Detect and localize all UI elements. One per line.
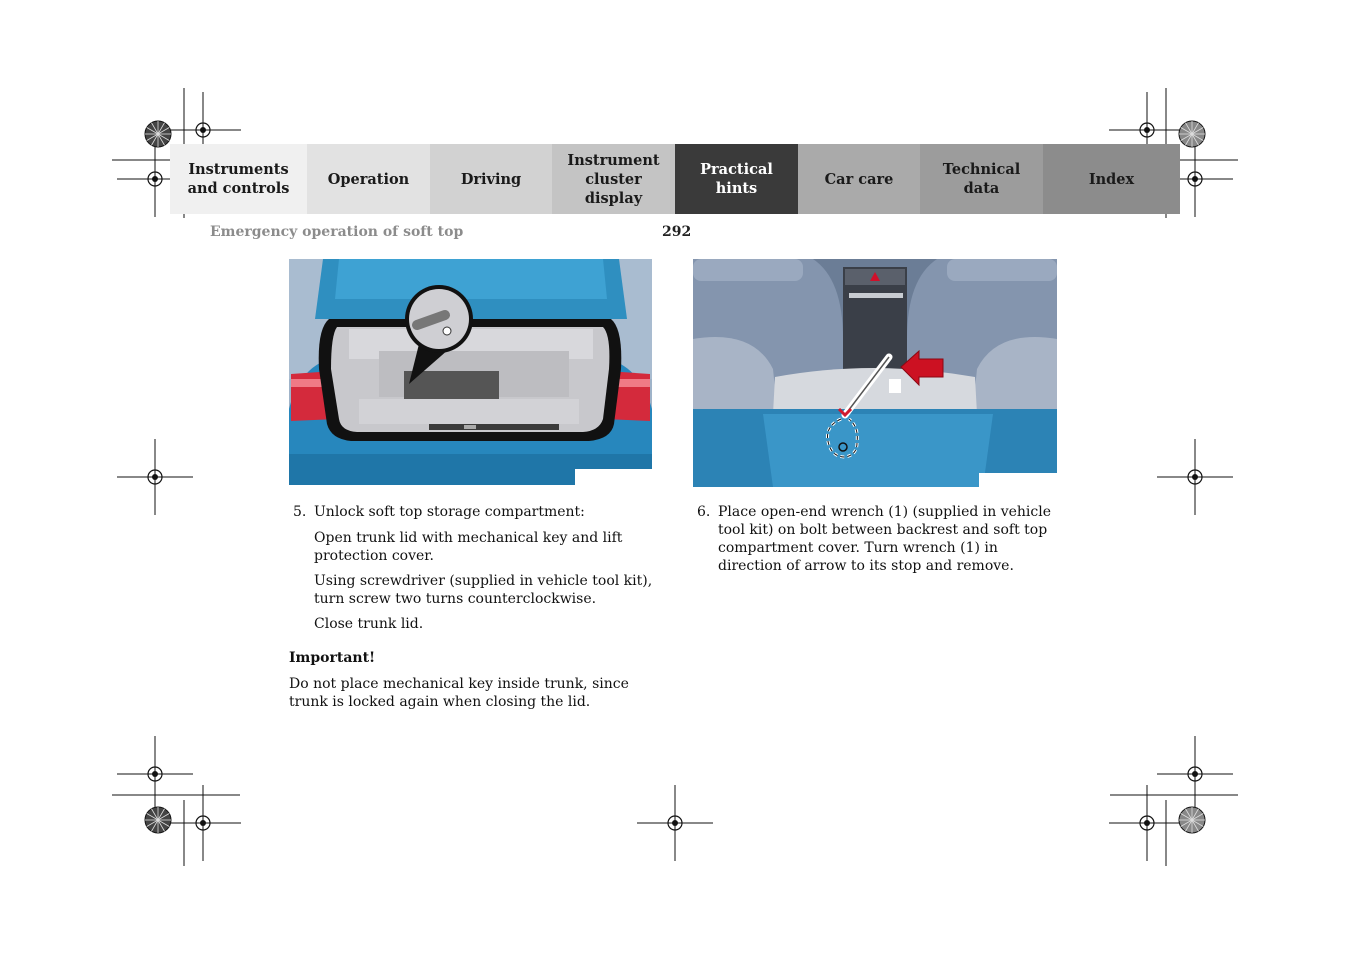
chapter-tab-label-line: Index <box>1088 170 1135 188</box>
step-6-number: 6. <box>697 504 711 520</box>
step-5-title: Unlock soft top storage compartment: <box>314 504 585 520</box>
step-6-text: Place open-end wrench (1) (supplied in vehicle tool kit) on bolt between backrest and soft top compartment cover. Turn wrench (1) in direction of arrow to its stop and remove. <box>718 504 1051 574</box>
chapter-tab-label-line: Instrument <box>567 151 660 169</box>
step-5-number: 5. <box>293 504 307 520</box>
chapter-tab-label-line: Practical hints <box>700 161 773 197</box>
chapter-tab-index[interactable] <box>1043 144 1180 214</box>
important-heading: Important! <box>289 650 376 666</box>
wrench-on-soft-top-cover-illustration <box>693 259 1057 487</box>
step-5 <box>289 503 659 633</box>
chapter-tab-label <box>328 170 409 189</box>
right-column-text <box>693 503 1059 582</box>
step-5-sub-3: Close trunk lid. <box>314 616 424 632</box>
crosshair-mark <box>637 785 713 861</box>
step-5-sub-1: Open trunk lid with mechanical key and lift protection cover. <box>314 530 623 564</box>
chapter-tab-technical-data[interactable] <box>920 144 1043 214</box>
page-number: 292 <box>662 224 692 240</box>
chapter-tab-label <box>1089 170 1134 189</box>
chapter-tab-label-line: Instruments <box>188 161 289 178</box>
chapter-tab-label-line: data <box>963 180 1000 197</box>
chapter-tab-label <box>188 160 290 198</box>
important-body: Do not place mechanical key inside trunk, since trunk is locked again when closing the lid. <box>289 676 629 710</box>
chapter-tab-practical-hints[interactable] <box>675 144 798 214</box>
step-5-sub-2: Using screwdriver (supplied in vehicle tool kit), turn screw two turns counterclockwise. <box>314 573 653 607</box>
chapter-tab-label <box>825 170 894 189</box>
registration-disk <box>1179 807 1205 833</box>
chapter-tab-car-care[interactable] <box>798 144 920 214</box>
chapter-tab-label <box>943 160 1021 198</box>
chapter-tab-label-line: Car care <box>824 170 894 188</box>
chapter-tab-bar <box>170 144 1180 214</box>
chapter-tab-label <box>679 160 794 198</box>
chapter-tab-label-line: Driving <box>460 170 522 188</box>
chapter-tab-label-line: Operation <box>327 170 410 188</box>
chapter-tab-instrument-cluster-display[interactable] <box>552 144 675 214</box>
chapter-tab-driving[interactable] <box>430 144 552 214</box>
chapter-tab-operation[interactable] <box>307 144 430 214</box>
car-trunk-illustration <box>289 259 652 485</box>
chapter-tab-instruments-and-controls[interactable] <box>170 144 307 214</box>
crosshair-mark <box>165 785 241 861</box>
left-column-text <box>289 503 659 718</box>
crosshair-mark <box>117 439 193 515</box>
registration-disk <box>145 121 171 147</box>
crosshair-mark <box>1157 439 1233 515</box>
crosshair-mark <box>117 736 193 812</box>
chapter-tab-label <box>556 151 671 208</box>
chapter-tab-label-line: cluster display <box>584 170 643 207</box>
crosshair-mark <box>1109 785 1185 861</box>
registration-disk <box>145 807 171 833</box>
section-title: Emergency operation of soft top <box>210 224 464 240</box>
registration-disk <box>1179 121 1205 147</box>
chapter-tab-label-line: and controls <box>187 180 290 197</box>
step-6 <box>693 503 1059 575</box>
chapter-tab-label-line: Technical <box>942 161 1021 178</box>
chapter-tab-label <box>461 170 521 189</box>
crosshair-mark <box>1157 736 1233 812</box>
